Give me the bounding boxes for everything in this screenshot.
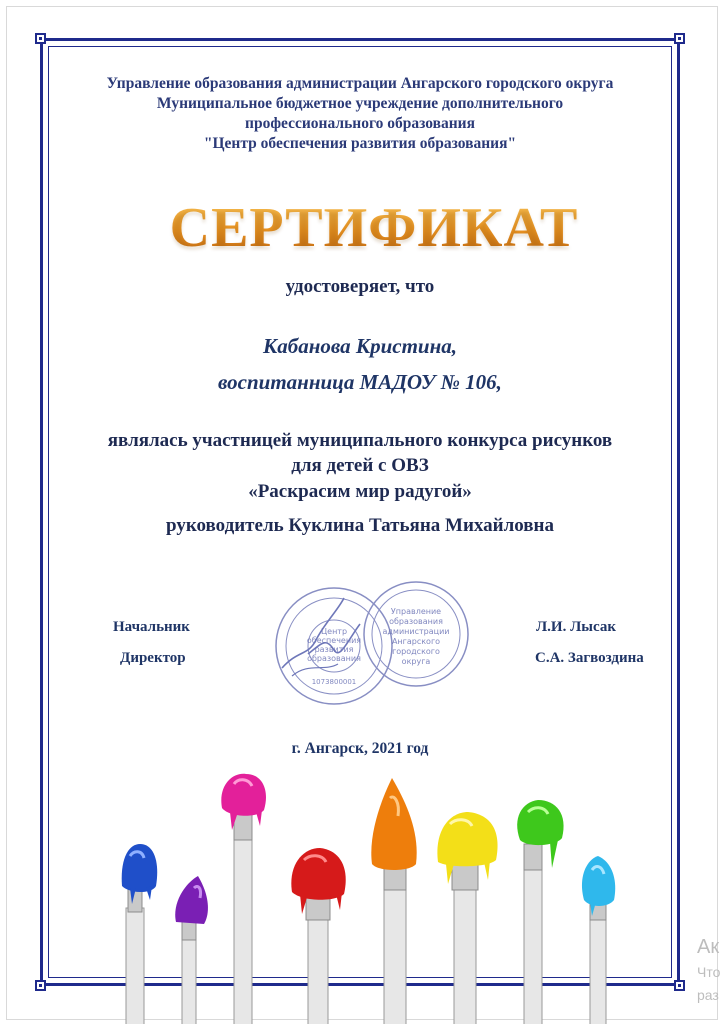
certifies-text: удостоверяет, что [285,276,435,297]
issuer-line: профессионального образования [245,115,475,132]
brush-green [517,800,563,1024]
certificate-title: СЕРТИФИКАТ [100,196,648,260]
stamp-text: городского [392,647,440,656]
stamp-text: обеспечения [306,636,362,645]
activation-watermark: Что [697,964,721,980]
signatory-name: Л.И. Лысак [536,619,616,635]
issuer-header [60,74,660,154]
leader-line: руководитель Куклина Татьяна Михайловна [166,515,554,536]
signatory-name: С.А. Загвоздина [535,650,644,666]
brush-light-blue [582,856,615,1024]
stamp-text: образования [307,654,361,663]
brush-blue [122,844,158,1024]
issuer-line: Муниципальное бюджетное учреждение дополнительного [156,95,564,112]
stamp-number: 1073800001 [311,678,357,686]
stamp-text: развития [314,645,354,654]
signatory-position: Начальник [113,619,190,635]
stamp-text: Центр [320,627,348,636]
official-stamps [268,580,478,708]
stamp-text: Управление [390,607,442,616]
activation-watermark: Ак [697,936,720,958]
place-date: г. Ангарск, 2021 год [291,740,429,757]
frame-corner-ornament [35,33,46,44]
activation-watermark: раз [697,987,719,1003]
stamp-graphic [268,580,478,708]
frame-corner-ornament [674,980,685,991]
stamp-text: Ангарского [391,637,441,646]
paint-brushes-illustration [110,768,630,1024]
contest-name: «Раскрасим мир радугой» [248,481,472,502]
brushes-graphic [110,768,630,1024]
stamp-text: образования [389,617,443,626]
frame-corner-ornament [674,33,685,44]
stamp-text: администрации [382,627,450,636]
signatory-position: Директор [120,650,186,666]
recipient-name: Кабанова Кристина, [262,334,458,358]
brush-yellow [437,812,497,1024]
issuer-line: Управление образования администрации Ангарского городского округа [106,75,614,92]
issuer-line: "Центр обеспечения развития образования" [203,135,517,152]
stamp-text: округа [401,657,431,666]
brush-pink [221,774,266,1024]
participation-line: для детей с ОВЗ [291,455,429,476]
brush-purple [175,876,208,1024]
brush-red [291,848,345,1024]
participation-line: являлась участницей муниципального конкурса рисунков [107,430,613,451]
recipient-role: воспитанница МАДОУ № 106, [218,370,502,394]
brush-orange [371,778,416,1024]
frame-corner-ornament [35,980,46,991]
